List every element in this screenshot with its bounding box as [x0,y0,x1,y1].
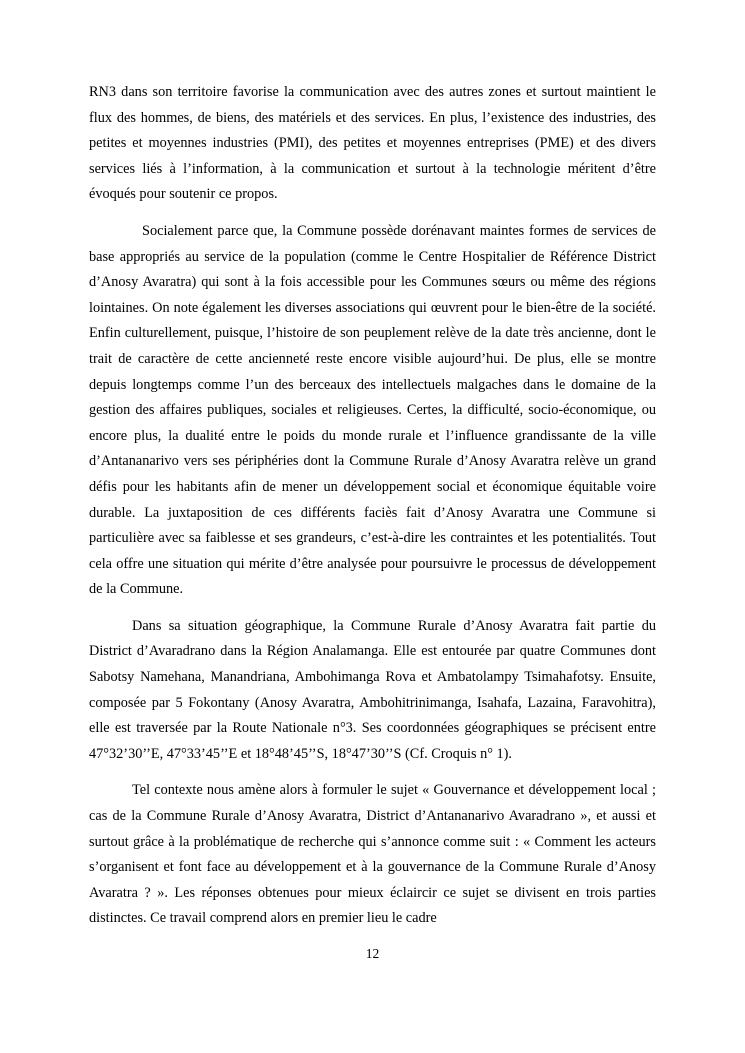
paragraph-research-subject: Tel contexte nous amène alors à formuler le sujet « Gouvernance et développement local ; cas de la Commune Rurale d’Anosy Avaratra, District d’Antananarivo Avaradrano », et aussi et surtout grâce à la problématique de recherche qui s’annonce comme suit : « Comment les acteurs s’organisent et font face au développement et à la gouvernance de la Commune Rurale d’Anosy Avaratra ? ». Les réponses obtenues pour mieux éclaircir ce sujet se divisent en trois parties distinctes. Ce travail comprend alors en premier lieu le cadre [89,782,656,927]
body-text [89,80,656,932]
paragraph-geographic-situation: Dans sa situation géographique, la Commune Rurale d’Anosy Avaratra fait partie du District d’Avaradrano dans la Région Analamanga. Elle est entourée par quatre Communes dont Sabotsy Namehana, Manandriana, Ambohimanga Rova et Ambatolampy Tsimahafotsy. Ensuite, composée par 5 Fokontany (Anosy Avaratra, Ambohitrinimanga, Isahafa, Lazaina, Faravohitra), elle est traversée par la Route Nationale n°3. Ses coordonnées géographiques se précisent entre 47°32’30’’E, 47°33’45’’E et 18°48’45’’S, 18°47’30’’S (Cf. Croquis n° 1). [89,617,656,762]
paragraph-transport-economy: RN3 dans son territoire favorise la communication avec des autres zones et surtout maintient le flux des hommes, de biens, des matériels et des services. En plus, l’existence des industries, des petites et moyennes industries (PMI), des petites et moyennes entreprises (PME) et des divers services liés à l’information, à la communication et surtout à la technologie méritent d’être évoqués pour soutenir ce propos. [89,84,656,203]
paragraph-social-cultural: Socialement parce que, la Commune possède dorénavant maintes formes de services de base appropriés au service de la population (comme le Centre Hospitalier de Référence District d’Anosy Avaratra) qui sont à la fois accessible pour les Communes sœurs ou même des régions lointaines. On note également les diverses associations qui œuvrent pour le bien-être de la société. Enfin culturellement, puisque, l’histoire de son peuplement relève de la date très ancienne, dont le trait de caractère de cette ancienneté reste encore visible aujourd’hui. De plus, elle se montre depuis longtemps comme l’un des berceaux des intellectuels malgaches dans le domaine de la gestion des affaires publiques, sociales et religieuses. Certes, la difficulté, socio-économique, ou encore plus, la dualité entre le poids du monde rurale et l’influence grandissante de la ville d’Antananarivo vers ses périphéries dont la Commune Rurale d’Anosy Avaratra relève un grand défis pour les habitants afin de mener un développement social et économique équitable voire durable. La juxtaposition de ces différents faciès fait d’Anosy Avaratra une Commune si particulière avec sa faiblesse et ses grandeurs, c’est-à-dire les contraintes et les potentialités. Tout cela offre une situation qui mérite d’être analysée pour poursuivre le processus de développement de la Commune. [89,222,656,598]
page-number: 12 [365,946,380,961]
